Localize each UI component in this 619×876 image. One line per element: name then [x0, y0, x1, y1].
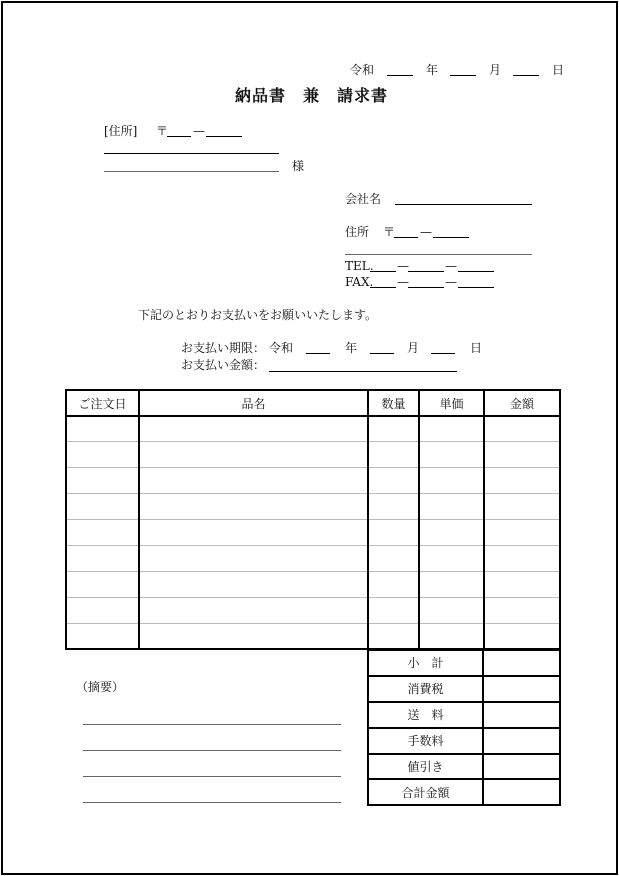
- issuer-fax-label: FAX.: [345, 275, 374, 289]
- table-row: [66, 545, 560, 571]
- summary-label-subtotal: 小 計: [368, 650, 483, 676]
- table-row: [66, 468, 560, 494]
- tel-dash-2: —: [445, 259, 457, 273]
- fax-part-2[interactable]: [408, 287, 444, 288]
- invoice-page: [1, 1, 618, 875]
- summary-value-fee[interactable]: [483, 728, 560, 754]
- table-cell[interactable]: [484, 468, 560, 494]
- summary-label-tax: 消費税: [368, 676, 483, 702]
- document-title: 納品書 兼 請求書: [234, 86, 388, 105]
- table-cell[interactable]: [139, 442, 368, 468]
- issuer-postal-second[interactable]: [433, 237, 469, 238]
- table-cell[interactable]: [484, 623, 560, 649]
- date-month-field[interactable]: [450, 75, 476, 76]
- table-cell[interactable]: [419, 442, 484, 468]
- issuer-company-label: 会社名: [345, 192, 382, 206]
- table-cell[interactable]: [368, 468, 419, 494]
- table-cell[interactable]: [66, 442, 139, 468]
- recipient-address-line[interactable]: [104, 153, 279, 154]
- fax-part-1[interactable]: [370, 287, 396, 288]
- table-cell[interactable]: [139, 545, 368, 571]
- recipient-postal-first[interactable]: [167, 136, 191, 137]
- fax-dash-2: —: [445, 275, 457, 289]
- table-cell[interactable]: [419, 494, 484, 520]
- table-cell[interactable]: [66, 571, 139, 597]
- summary-row-total: [368, 779, 560, 805]
- tel-dash-1: —: [397, 259, 409, 273]
- summary-table: [367, 649, 561, 806]
- table-cell[interactable]: [484, 494, 560, 520]
- table-cell[interactable]: [139, 468, 368, 494]
- summary-row-fee: [368, 728, 560, 754]
- table-cell[interactable]: [484, 520, 560, 546]
- table-cell[interactable]: [368, 494, 419, 520]
- date-month-label: 月: [489, 63, 502, 77]
- table-cell[interactable]: [139, 571, 368, 597]
- recipient-honorific: 様: [292, 159, 305, 173]
- header-order-date: ご注文日: [66, 390, 139, 416]
- payment-month-field[interactable]: [370, 353, 394, 354]
- table-cell[interactable]: [139, 623, 368, 649]
- table-row: [66, 571, 560, 597]
- issuer-postal-mark: 〒: [383, 225, 396, 239]
- date-year-field[interactable]: [387, 75, 413, 76]
- issuer-address-label: 住所: [345, 225, 370, 239]
- payment-amount-field[interactable]: [269, 371, 457, 372]
- summary-row-shipping: [368, 702, 560, 728]
- remarks-label: （摘要）: [76, 680, 125, 694]
- recipient-postal-second[interactable]: [206, 136, 242, 137]
- summary-row-tax: [368, 676, 560, 702]
- remarks-line-1[interactable]: [83, 724, 341, 725]
- summary-value-tax[interactable]: [483, 676, 560, 702]
- payment-day-label: 日: [470, 341, 483, 355]
- table-cell[interactable]: [139, 416, 368, 442]
- table-cell[interactable]: [368, 442, 419, 468]
- summary-row-subtotal: [368, 650, 560, 676]
- summary-value-subtotal[interactable]: [483, 650, 560, 676]
- summary-value-total[interactable]: [483, 779, 560, 805]
- table-cell[interactable]: [368, 571, 419, 597]
- fax-part-3[interactable]: [458, 287, 494, 288]
- table-cell[interactable]: [419, 571, 484, 597]
- header-quantity: 数量: [368, 390, 419, 416]
- remarks-line-3[interactable]: [83, 776, 341, 777]
- table-cell[interactable]: [484, 545, 560, 571]
- table-row: [66, 442, 560, 468]
- payment-notice: 下記のとおりお支払いをお願いいたします。: [138, 308, 378, 322]
- recipient-postal-mark: 〒: [156, 124, 169, 138]
- table-row: [66, 597, 560, 623]
- issuer-company-field[interactable]: [395, 204, 532, 205]
- table-cell[interactable]: [419, 520, 484, 546]
- tel-part-2[interactable]: [408, 271, 444, 272]
- table-cell[interactable]: [484, 571, 560, 597]
- table-cell[interactable]: [66, 468, 139, 494]
- summary-row-discount: [368, 754, 560, 780]
- table-cell[interactable]: [419, 623, 484, 649]
- summary-label-fee: 手数料: [368, 728, 483, 754]
- payment-amount-label: お支払い金額：: [181, 358, 266, 372]
- recipient-name-line[interactable]: [104, 171, 279, 172]
- summary-label-discount: 値引き: [368, 754, 483, 780]
- payment-due-era: 令和: [269, 341, 294, 355]
- table-cell[interactable]: [419, 545, 484, 571]
- table-cell[interactable]: [66, 597, 139, 623]
- header-amount: 金額: [484, 390, 560, 416]
- payment-month-label: 月: [407, 341, 420, 355]
- table-cell[interactable]: [66, 494, 139, 520]
- summary-value-shipping[interactable]: [483, 702, 560, 728]
- issuer-address-line[interactable]: [345, 254, 532, 255]
- table-cell[interactable]: [139, 494, 368, 520]
- table-cell[interactable]: [66, 623, 139, 649]
- issuer-postal-dash: —: [420, 225, 432, 239]
- table-cell[interactable]: [139, 597, 368, 623]
- table-cell[interactable]: [66, 520, 139, 546]
- table-cell[interactable]: [419, 597, 484, 623]
- issuer-postal-first[interactable]: [394, 237, 418, 238]
- table-cell[interactable]: [66, 416, 139, 442]
- table-cell[interactable]: [484, 442, 560, 468]
- tel-part-3[interactable]: [458, 271, 494, 272]
- table-row: [66, 416, 560, 442]
- table-cell[interactable]: [419, 416, 484, 442]
- remarks-line-4[interactable]: [83, 802, 341, 803]
- items-table: [65, 389, 561, 650]
- recipient-address-label: [住所]: [104, 124, 138, 138]
- payment-year-field[interactable]: [306, 353, 330, 354]
- remarks-line-2[interactable]: [83, 750, 341, 751]
- table-cell[interactable]: [368, 416, 419, 442]
- date-day-field[interactable]: [513, 75, 539, 76]
- date-era: 令和: [350, 63, 375, 77]
- header-unit-price: 単価: [419, 390, 484, 416]
- table-header-row: [66, 390, 560, 416]
- payment-due-label: お支払い期限：: [181, 341, 266, 355]
- date-day-label: 日: [552, 63, 565, 77]
- payment-day-field[interactable]: [431, 353, 455, 354]
- header-item-name: 品名: [139, 390, 368, 416]
- table-cell[interactable]: [484, 416, 560, 442]
- table-cell[interactable]: [419, 468, 484, 494]
- table-cell[interactable]: [368, 520, 419, 546]
- table-cell[interactable]: [484, 597, 560, 623]
- table-cell[interactable]: [139, 520, 368, 546]
- tel-part-1[interactable]: [370, 271, 396, 272]
- table-row: [66, 623, 560, 649]
- summary-value-discount[interactable]: [483, 754, 560, 780]
- fax-dash-1: —: [397, 275, 409, 289]
- table-cell[interactable]: [368, 545, 419, 571]
- recipient-postal-dash: —: [193, 124, 205, 138]
- summary-label-total: 合計金額: [368, 779, 483, 805]
- table-cell[interactable]: [66, 545, 139, 571]
- table-row: [66, 494, 560, 520]
- date-year-label: 年: [426, 63, 439, 77]
- table-row: [66, 520, 560, 546]
- summary-label-shipping: 送 料: [368, 702, 483, 728]
- table-cell[interactable]: [368, 623, 419, 649]
- table-cell[interactable]: [368, 597, 419, 623]
- payment-year-label: 年: [345, 341, 358, 355]
- issuer-tel-label: TEL.: [345, 259, 374, 273]
